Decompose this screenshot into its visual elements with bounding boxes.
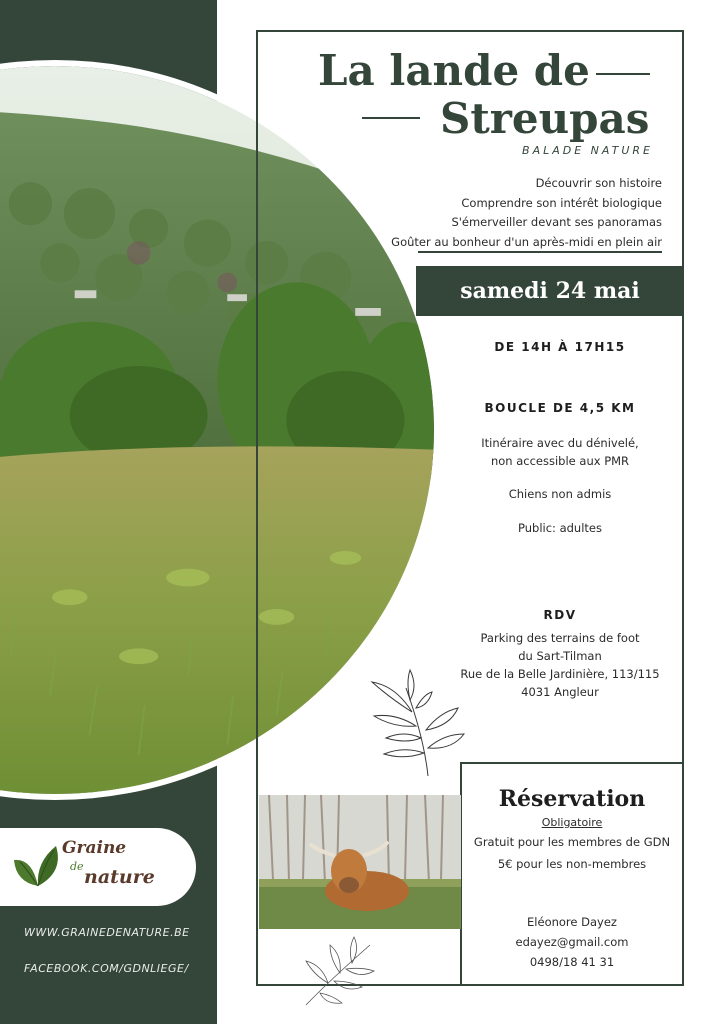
website-link[interactable]: WWW.GRAINEDENATURE.BE xyxy=(24,926,190,939)
intro-item: Comprendre son intérêt biologique xyxy=(461,195,662,210)
event-public: Public: adultes xyxy=(518,521,602,535)
reservation-non-members: 5€ pour les non-membres xyxy=(497,857,647,871)
intro-item: S'émerveiller devant ses panoramas xyxy=(451,215,662,229)
leaf-logo-icon xyxy=(12,842,64,888)
facebook-link[interactable]: FACEBOOK.COM/GDNLIEGE/ xyxy=(24,962,189,975)
intro-item: Découvrir son histoire xyxy=(535,176,662,190)
event-loop: BOUCLE DE 4,5 KM xyxy=(484,401,636,415)
intro-underline xyxy=(418,251,662,253)
event-dogs: Chiens non admis xyxy=(508,487,612,501)
rdv-line2: du Sart-Tilman xyxy=(518,649,602,663)
reservation-title: Réservation xyxy=(498,786,646,812)
logo-word-graine: Graine xyxy=(62,838,127,858)
contact-phone[interactable]: 0498/18 41 31 xyxy=(529,955,615,969)
graine-de-nature-logo[interactable] xyxy=(0,828,196,906)
page-title-line2: Streupas xyxy=(440,94,650,143)
rdv-heading: RDV xyxy=(543,608,577,622)
reservation-required: Obligatoire xyxy=(541,816,603,829)
contact-name: Eléonore Dayez xyxy=(527,915,617,929)
contact-email[interactable]: edayez@gmail.com xyxy=(515,935,629,949)
intro-item: Goûter au bonheur d'un après-midi en plein air xyxy=(391,234,662,249)
rdv-line1: Parking des terrains de foot xyxy=(480,631,640,645)
highland-cow-photo xyxy=(259,795,461,929)
page-subtitle: BALADE NATURE xyxy=(522,144,653,157)
logo-word-de: de xyxy=(70,860,84,873)
event-access: Itinéraire avec du dénivelé, non accessible aux PMR xyxy=(481,436,639,468)
highland-cow-illustration xyxy=(259,795,461,929)
title-rule-right xyxy=(596,73,650,75)
event-time: DE 14H À 17H15 xyxy=(494,340,626,354)
event-date: samedi 24 mai xyxy=(416,266,684,316)
rdv-line4: 4031 Angleur xyxy=(521,685,599,699)
leaf-sprig-small-icon xyxy=(300,935,380,1010)
page-title-line1: La lande de xyxy=(318,46,590,95)
logo-word-nature: nature xyxy=(84,866,155,888)
rdv-line3: Rue de la Belle Jardinière, 113/115 xyxy=(460,667,660,681)
title-rule-left xyxy=(362,117,420,119)
leaf-sprig-icon xyxy=(366,668,468,778)
reservation-members: Gratuit pour les membres de GDN xyxy=(473,835,671,849)
intro-list xyxy=(391,174,662,252)
